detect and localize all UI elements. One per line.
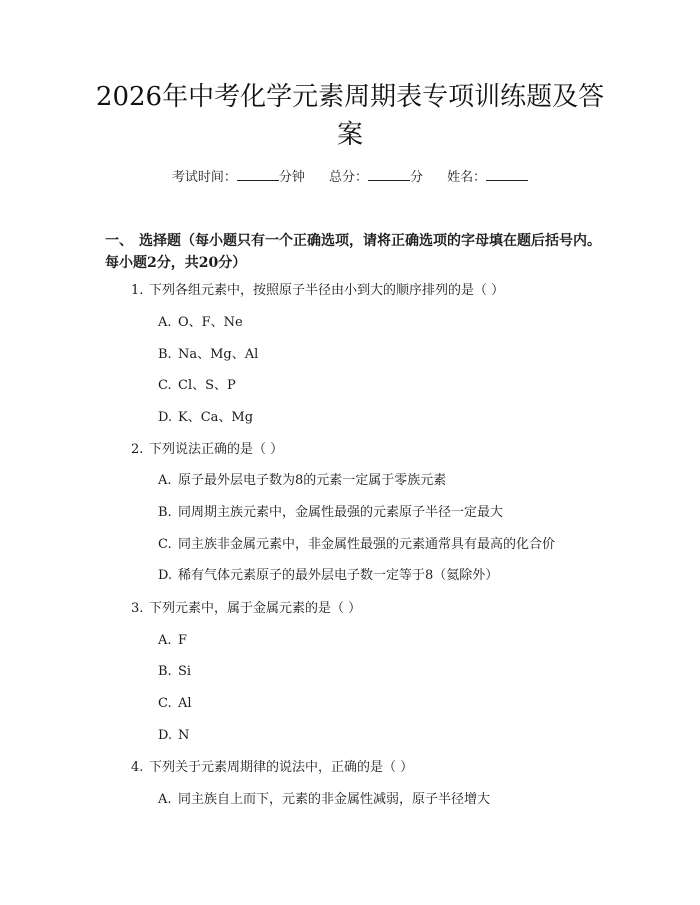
name-field (447, 166, 528, 189)
exam-time-label: 考试时间： (171, 170, 237, 185)
option-text: 同主族非金属元素中，非金属性最强的元素通常具有最高的化合价 (178, 537, 556, 552)
section-heading (105, 230, 605, 274)
option-text: O、F、Ne (178, 315, 243, 330)
total-score-label: 总分： (328, 170, 368, 185)
name-label: 姓名： (447, 170, 487, 185)
question-text: 下列各组元素中，按照原子半径由小到大的顺序排列的是（ ） (149, 283, 505, 298)
question-text: 下列元素中，属于金属元素的是（ ） (149, 601, 362, 616)
question-text: 下列说法正确的是（ ） (149, 442, 284, 457)
option-letter: B. (158, 347, 172, 362)
question-3-option-d (158, 726, 189, 746)
option-letter: B. (158, 505, 172, 520)
question-number: 4. (131, 760, 144, 775)
option-letter: A. (158, 473, 172, 488)
exam-time-field (172, 166, 305, 189)
question-1-option-d (158, 408, 253, 428)
option-text: 同周期主族元素中，金属性最强的元素原子半径一定最大 (178, 505, 504, 520)
question-4 (131, 758, 413, 778)
question-number: 2. (131, 442, 144, 457)
question-1-option-c (158, 376, 236, 396)
question-1-option-a (158, 313, 243, 333)
option-letter: A. (158, 633, 172, 648)
question-number: 3. (131, 601, 144, 616)
question-3 (131, 599, 361, 619)
option-letter: D. (158, 568, 173, 583)
option-text: Al (178, 696, 192, 711)
question-3-option-a (158, 631, 187, 651)
question-2 (131, 440, 283, 460)
option-letter: D. (158, 410, 173, 425)
option-text: Cl、S、P (178, 378, 236, 393)
option-text: N (178, 728, 190, 743)
question-1 (131, 281, 504, 301)
option-letter: A. (158, 315, 172, 330)
page-title: 2026年中考化学元素周期表专项训练题及答案 (95, 82, 605, 150)
name-blank (486, 166, 528, 181)
question-2-option-c (158, 535, 555, 555)
section-heading-text: 选择题（每小题只有一个正确选项，请将正确选项的字母填在题后括号内。每小题2分，共20分） (105, 233, 601, 271)
option-letter: B. (158, 664, 172, 679)
total-score-blank (368, 166, 410, 181)
exam-info-line (0, 166, 700, 189)
option-text: Si (178, 664, 192, 679)
exam-time-blank (237, 166, 279, 181)
total-score-field (329, 166, 423, 189)
option-text: 原子最外层电子数为8的元素一定属于零族元素 (178, 473, 447, 488)
total-score-unit: 分 (410, 170, 424, 185)
option-letter: C. (158, 696, 172, 711)
question-2-option-d (158, 566, 498, 586)
option-text: 稀有气体元素原子的最外层电子数一定等于8（氦除外） (178, 568, 499, 583)
option-text: K、Ca、Mg (178, 410, 254, 425)
question-1-option-b (158, 345, 258, 365)
option-text: F (178, 633, 188, 648)
section-number: 一、 (105, 233, 133, 249)
question-2-option-a (158, 471, 446, 491)
option-text: 同主族自上而下，元素的非金属性减弱，原子半径增大 (178, 792, 491, 807)
question-4-option-a (158, 790, 490, 810)
option-letter: C. (158, 537, 172, 552)
option-letter: A. (158, 792, 172, 807)
question-3-option-b (158, 662, 191, 682)
question-2-option-b (158, 503, 503, 523)
exam-time-unit: 分钟 (278, 170, 305, 185)
question-3-option-c (158, 694, 192, 714)
question-number: 1. (131, 283, 144, 298)
option-letter: D. (158, 728, 173, 743)
question-text: 下列关于元素周期律的说法中，正确的是（ ） (149, 760, 414, 775)
option-text: Na、Mg、Al (178, 347, 259, 362)
option-letter: C. (158, 378, 172, 393)
